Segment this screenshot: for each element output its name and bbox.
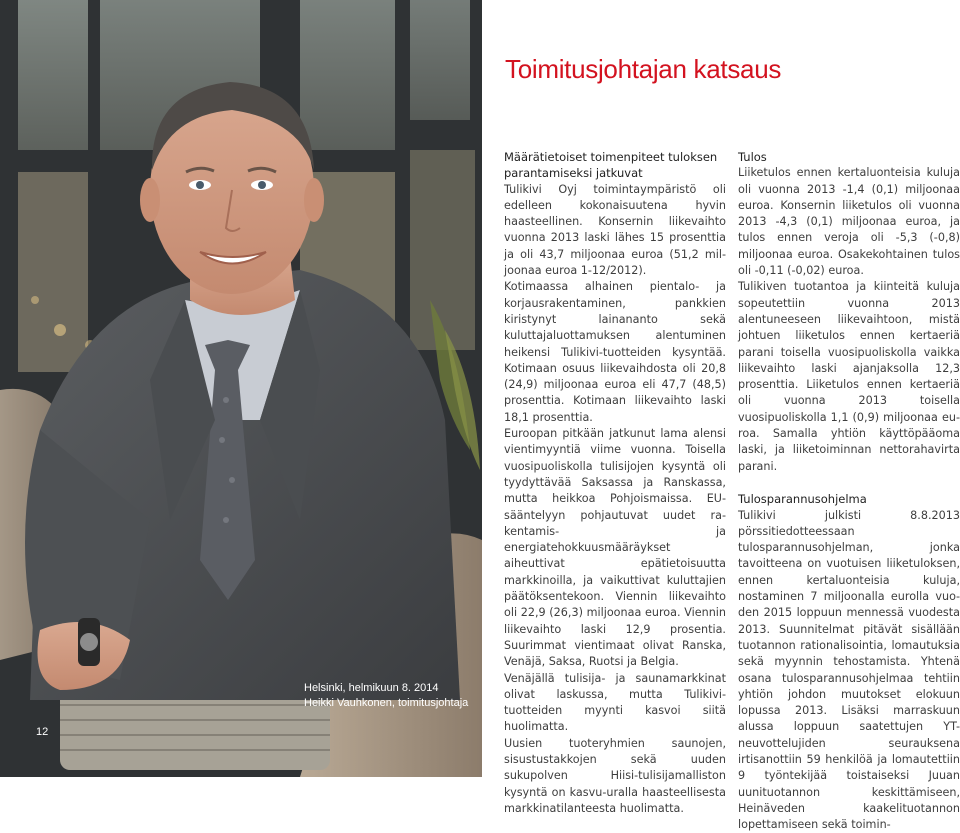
paragraph: Uusien tuoteryhmien saunojen, sisustustakkojen sekä uuden sukupolven Hiisi-tulisijamalliston kysyntä on kasvu-uralla haasteellisesta markkinatilanteesta huolimatta. — [504, 736, 726, 815]
page-number: 12 — [36, 726, 49, 738]
text-column-left — [504, 149, 726, 817]
paragraph: Tulikivi julkisti 8.8.2013 pörssitiedotteessaan tulosparannusohjelman, jonka tavoitteena on vuotuisen liiketuloksen, ennen kertaluonteisia kuluja, nostaminen 7 miljoonalla eurolla vuoden 2015 loppuun mennessä vuodesta 2013. Suunnitelmat pitävät sisällään tuotannon rationalisointia, lomautuksia sekä myynnin tehostamista. Yhtenä osana tulosparannusohjelmaa tehtiin yhtiön johdon muutokset elokuun lopussa 2013. Lisäksi marraskuun alussa loppuun saatettujen YT-neuvottelujiden seurauksena irtisanottiin 59 henkilöä ja lomautettiin 9 työntekijää toistaiseksi Juuan uunituotannon keskittämiseen, Heinäveden kaakelituotannon lopettamiseen sekä toimin- — [738, 508, 960, 832]
ceo-portrait-photo — [0, 0, 482, 777]
paragraph: Tulikiven tuotantoa ja kiinteitä kuluja sopeutettiin vuonna 2013 alentuneeseen liikevaihtoon, mistä johtuen liiketulos ennen kertaeriä parani toisella vuosipuoliskolla vaikka liikevaihto laski ajanjaksolla 12,3 prosenttia. Liiketulos ennen kertaeriä oli vuonna 2013 toisella vuosipuoliskolla 1,1 (0,9) miljoonaa euroa. Samalla yhtiön käyttöpääoma laski, ja liiketoiminnan nettorahavirta parani. — [738, 280, 960, 473]
section-heading-measures: Määrätietoiset toimenpiteet tuloksen parantamiseksi jatkuvat — [504, 150, 718, 181]
paragraph: Liiketulos ennen kertaluonteisia kuluja oli vuonna 2013 -1,4 (0,1) miljoonaa euroa. Konsernin liiketulos oli vuonna 2013 -4,3 (0,1) miljoonaa euroa, ja tulos ennen veroja oli -5,3 (-0,8) miljoonaa euroa. Osakekohtainen tulos oli -0,11 (-0,02) euroa. — [738, 166, 960, 278]
paragraph: Euroopan pitkään jatkunut lama alensi vientimyyntiä viime vuonna. Toisella vuosipuoliskolla tulisijojen kysyntä oli tyydyttävää Saksassa ja Ranskassa, mutta heikkoa Pohjoismaissa. EU-sääntelyyn pohjautuvat uudet rakentamis- ja energiatehokkuusmääräykset aiheuttivat epätietoisuutta markkinoilla, ja vaikuttivat kuluttajien päätöksentekoon. Viennin liikevaihto oli 22,9 (26,3) miljoonaa euroa. Viennin liikevaihto laski 12,9 prosentia. Suurimmat vientimaat olivat Ranska, Venäjä, Saksa, Ruotsi ja Belgia. — [504, 427, 726, 669]
paragraph-gap — [738, 475, 960, 491]
paragraph: Kotimaassa alhainen pientalo- ja korjausrakentaminen, pankkien kiristynyt lainananto sekä kuluttajaluottamuksen alentuminen heikensi Tulikivi-tuotteiden kysyntää. Kotimaan osuus liikevaihdosta oli 20,8 (24,9) miljoonaa euroa eli 47,7 (48,5) prosenttia. Kotimaan liikevaihto laski 18,1 prosenttia. — [504, 280, 726, 424]
page-title: Toimitusjohtajan katsaus — [505, 54, 782, 84]
caption-name-title: Heikki Vauhkonen, toimitusjohtaja — [304, 697, 469, 709]
photo-caption — [304, 681, 480, 711]
caption-place-date: Helsinki, helmikuun 8. 2014 — [304, 682, 439, 694]
paragraph: Venäjällä tulisija- ja saunamarkkinat olivat laskussa, mutta Tulikivi-tuotteiden myynti kasvoi siitä huolimatta. — [504, 671, 726, 734]
text-column-right — [738, 149, 960, 833]
section-heading-improvement-program: Tulosparannusohjelma — [738, 492, 867, 507]
section-heading-result: Tulos — [738, 150, 767, 164]
portrait-illustration — [0, 0, 482, 777]
paragraph: Tulikivi Oyj toimintaympäristö oli edelleen kokonaisuutena hyvin haasteellinen. Konsernin liikevaihto vuonna 2013 laski lähes 15 prosenttia ja oli 43,7 miljoonaa euroa (51,2 miljoonaa euroa 1-12/2012). — [504, 182, 726, 278]
